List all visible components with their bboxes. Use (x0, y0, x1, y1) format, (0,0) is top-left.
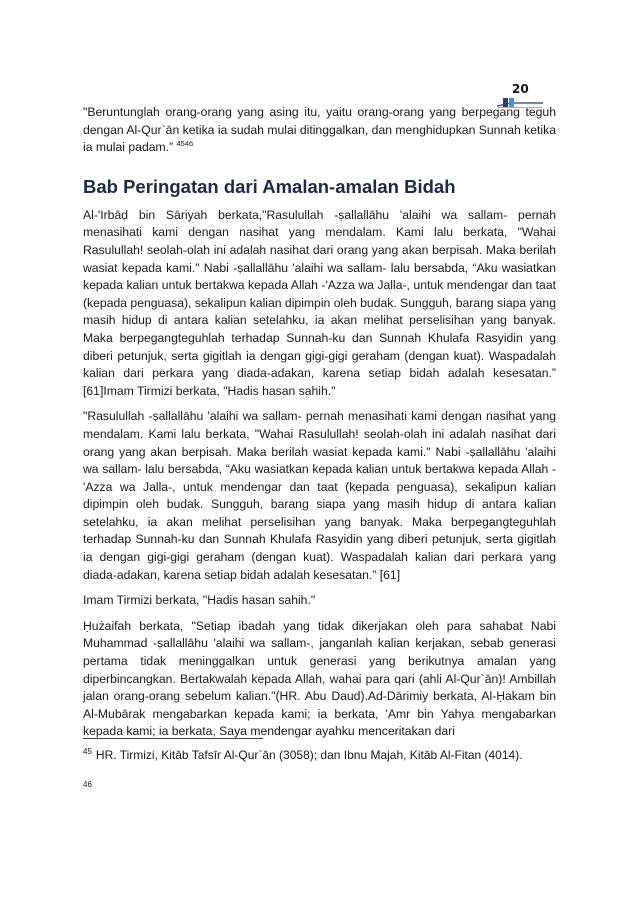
footnote-item (83, 780, 92, 789)
footnote-text: HR. Tirmizi, Kitāb Tafsīr Al-Qur`ān (3058); dan Ibnu Majah, Kitāb Al-Fitan (4014). (95, 748, 523, 762)
page-content (83, 104, 556, 741)
body-paragraph: Imam Tirmizi berkata, "Hadis hasan sahih." (83, 593, 316, 608)
footnote-marker: 46 (83, 780, 92, 789)
body-paragraph: Al-'Irbāḍ bin Sāriyah berkata,"Rasulullah -ṣallallāhu 'alaihi wa sallam- pernah menasihati kami dengan nasihat yang mendalam. Kami lalu berkata, "Wahai Rasulullah! seolah-olah ini adalah nasihat dari orang yang akan berpisah. Maka berilah wasiat kepada kami." Nabi -ṣallallāhu 'alaihi wa sallam- lalu bersabda, “Aku wasiatkan kepada kalian untuk bertakwa kepada Allah -'Azza wa Jalla-, untuk mendengar dan taat (kepada penguasa), sekalipun kalian dipimpin oleh budak. Sungguh, barang siapa yang masih hidup di antara kalian setelahku, ia akan melihat perselisihan yang banyak. Maka berpegangteguhlah terhadap Sunnah-ku dan Sunnah Khulafa Rasyidin yang diberi petunjuk, serta gigitlah ia dengan gigi-gigi geraham (dengan kuat). Waspadalah kalian dari perkara yang diada-adakan, karena setiap bidah adalah kesesatan.” [61]Imam Tirmizi berkata, "Hadis hasan sahih." (83, 207, 556, 398)
body-paragraph: "Rasulullah -ṣallallāhu 'alaihi wa sallam- pernah menasihati kami dengan nasihat yang mendalam. Kami lalu berkata, "Wahai Rasulullah! seolah-olah ini adalah nasihat dari orang yang akan berpisah. Maka berilah wasiat kepada kami." Nabi -ṣallallāhu 'alaihi wa sallam- lalu bersabda, “Aku wasiatkan kepada kalian untuk bertakwa kepada Allah -'Azza wa Jalla-, untuk mendengar dan taat (kepada penguasa), sekalipun kalian dipimpin oleh budak. Sungguh, barang siapa yang masih hidup di antara kalian setelahku, ia akan melihat perselisihan yang banyak. Maka berpegangteguhlah terhadap Sunnah-ku dan Sunnah Khulafa Rasyidin yang diberi petunjuk, serta gigitlah ia dengan gigi-gigi geraham (dengan kuat). Waspadalah kalian dari perkara yang diada-adakan, karena setiap bidah adalah kesesatan.” [61] (83, 409, 556, 582)
footnote-marker: 45 (83, 747, 92, 756)
footnote-item (83, 744, 563, 763)
body-paragraph: Ḥużaifah berkata, "Setiap ibadah yang tidak dikerjakan oleh para sahabat Nabi Muhammad -ṣallallāhu 'alaihi wa sallam-, janganlah kalian kerjakan, sebab generasi pertama tidak meninggalkan untuk generasi yang berikutnya amalan yang diperbincangkan. Bertakwalah kepada Allah, wahai para qari (ahli Al-Qur`ān)! Ambillah jalan orang-orang sebelum kalian."(HR. Abu Daud).Ad-Dārimiy berkata, Al-Ḥakam bin Al-Mubārak mengabarkan kepada kami; ia berkata, 'Amr bin Yahya mengabarkan kepada kami; ia berkata, Saya mendengar ayahku menceritakan dari (83, 618, 556, 739)
section-heading: Bab Peringatan dari Amalan-amalan Bidah (83, 175, 456, 197)
intro-text: "Beruntunglah orang-orang yang asing itu, yaitu orang-orang yang berpegang teguh dengan Al-Qur`ān ketika ia sudah mulai ditinggalkan, dan menghidupkan Sunnah ketika ia mulai padam.” (83, 105, 556, 155)
intro-paragraph (83, 104, 556, 157)
footnote-reference: 4546 (176, 139, 194, 149)
page-number: 20 (512, 82, 529, 96)
footnote-divider (83, 738, 263, 739)
